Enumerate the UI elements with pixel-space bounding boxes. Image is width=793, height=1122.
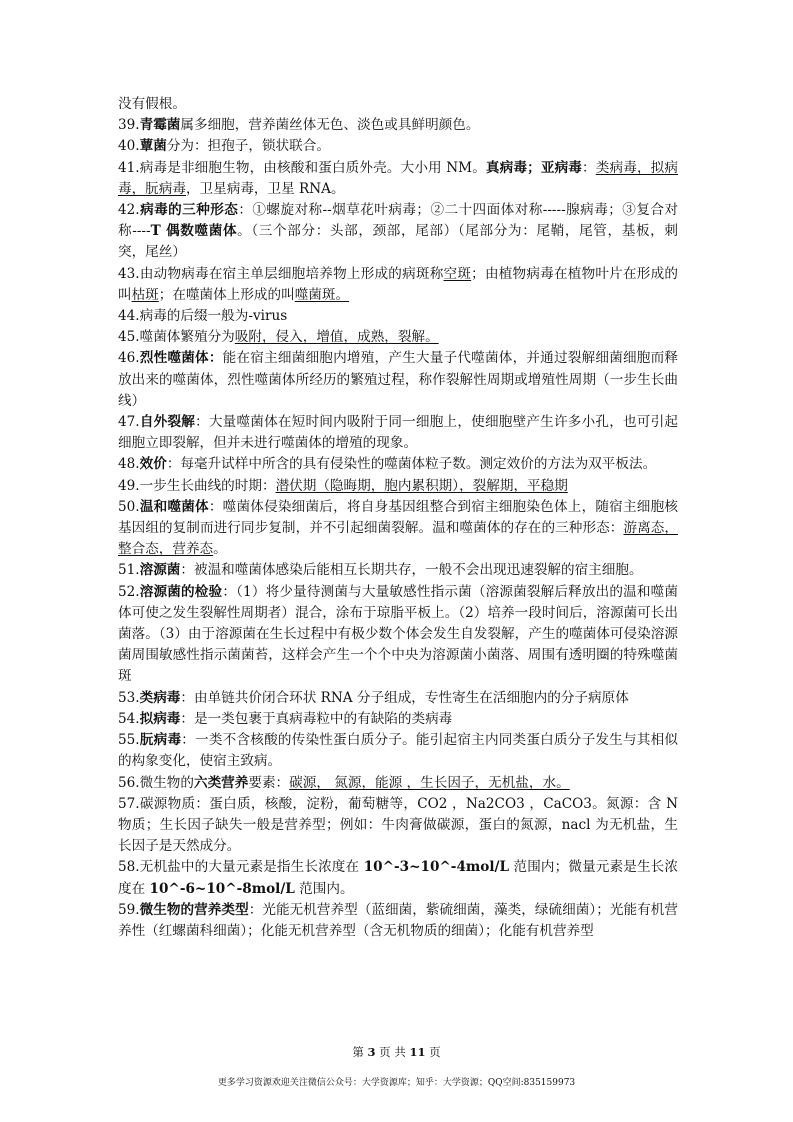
paragraph-p52	[118, 582, 678, 688]
text-segment: 烈性噬菌体：	[139, 350, 223, 367]
text-segment: 53.	[118, 689, 140, 706]
text-segment: 温和噬菌体	[139, 498, 209, 515]
text-segment: 游离态，整合态，营养态	[118, 520, 679, 558]
paragraph-p50	[118, 497, 678, 561]
paragraph-p46	[118, 348, 678, 412]
text-segment: 溶源菌的检验	[139, 583, 223, 600]
text-segment: 47.	[118, 414, 140, 431]
paragraph-p59	[118, 900, 678, 942]
paragraph-p54	[118, 709, 678, 730]
paragraph-p42	[118, 200, 678, 264]
text-segment: 41.病毒是非细胞生物，由核酸和蛋白质外壳。大小用 NM。	[118, 159, 486, 176]
text-segment: 54.	[118, 710, 140, 727]
paragraph-p57	[118, 794, 678, 858]
text-segment: 48.	[118, 456, 140, 473]
text-segment: 55.	[118, 732, 140, 749]
paragraph-p43	[118, 264, 678, 306]
text-segment: ：噬菌体侵染细菌后，将自身基因组整合到宿主细胞染色体上，随宿主细胞核基因组的复制而进行同步复制，并不引起细菌裂解。温和噬菌体的存在的三种形态：	[118, 498, 678, 537]
text-segment: 空斑	[443, 265, 472, 282]
text-segment: 潜伏期（隐晦期，胞内累积期），裂解期，平稳期	[275, 477, 568, 494]
text-segment: 44.病毒的后缀一般为-virus	[118, 308, 288, 325]
paragraph-p55	[118, 730, 678, 772]
text-segment: 39.	[118, 117, 140, 134]
text-segment: 病毒的三种形态	[139, 202, 239, 219]
text-segment: ：①螺旋对称--烟草花叶病毒；②二十四面体对称-----腺病毒；③复合对称----	[118, 202, 678, 240]
text-segment: 噬菌斑。	[294, 286, 350, 303]
text-segment: 类病毒，拟病毒，朊病毒	[118, 159, 679, 197]
text-segment: 范围内；微量元素是生长浓度在	[118, 859, 678, 897]
text-segment: 45.噬菌体繁殖分为	[118, 329, 235, 346]
text-segment: 10^-6~10^-8mol/L	[149, 880, 295, 897]
text-segment: 10^-3~10^-4mol/L	[363, 859, 510, 876]
text-segment: 52.	[118, 583, 140, 600]
paragraph-p39	[118, 115, 678, 136]
text-segment: 属多细胞，营养菌丝体无色、淡色或具鲜明颜色。	[180, 117, 480, 134]
text-segment: 枯斑	[131, 286, 159, 303]
paragraph-p45	[118, 327, 678, 348]
paragraph-p48	[118, 454, 678, 475]
text-segment: 56.微生物的	[118, 774, 194, 791]
paragraph-p40	[118, 136, 678, 157]
text-segment: 分为：担孢子，锁状联合。	[166, 138, 330, 155]
text-segment: ：一类不含核酸的传染性蛋白质分子。能引起宿主内同类蛋白质分子发生与其相似的构象变化，使宿主致病。	[118, 732, 678, 770]
footer-note: 更多学习资源欢迎关注微信公众号：大学资源库；知乎：大学资源；QQ空间:835159973	[217, 1078, 576, 1088]
text-segment: ：光能无机营养型（蓝细菌，紫硫细菌，藻类，绿硫细菌）；光能有机营养性（红螺菌科细菌）；化能无机营养型（含无机物质的细菌）；化能有机营养型	[118, 901, 679, 939]
paragraph-p44	[118, 306, 678, 327]
paragraph-p47	[118, 412, 678, 454]
text-segment: 碳源， 氮源，能源 ，生长因子，无机盐，水。	[289, 774, 570, 791]
text-segment: 59.	[118, 901, 140, 918]
text-segment: 58.无机盐中的大量元素是指生长浓度在	[118, 859, 364, 876]
page-number	[0, 1044, 793, 1060]
text-segment: 拟病毒	[139, 710, 181, 727]
document-body	[118, 94, 678, 942]
text-segment: ：	[582, 159, 596, 176]
text-segment: ；在噬菌体上形成的叫	[158, 286, 295, 303]
text-segment: 自外裂解	[139, 414, 196, 431]
text-segment: 范围内。	[294, 880, 354, 897]
text-segment: 青霉菌	[139, 117, 181, 134]
text-segment: ：由单链共价闭合环状 RNA 分子组成，专性寄生在活细胞内的分子病原体	[180, 689, 629, 706]
text-segment: 。（三个部分：头部，颈部，尾部）（尾部分为：尾鞘，尾管，基板，刺突，尾丝）	[118, 223, 678, 261]
paragraph-p58	[118, 857, 678, 899]
text-segment: 。	[213, 541, 227, 558]
text-segment: 朊病毒	[139, 732, 182, 749]
paragraph-p56	[118, 773, 678, 794]
text-segment: 要素：	[248, 774, 290, 791]
text-segment: ，卫星病毒，卫星 RNA。	[185, 180, 345, 197]
paragraph-p53	[118, 688, 678, 709]
text-segment: 微生物的营养类型	[139, 901, 249, 918]
text-segment: ：（1）将少量待测菌与大量敏感性指示菌（溶源菌裂解后释放出的温和噬菌体可使之发生裂解性周期者）混合，涂布于琼脂平板上。（2）培养一段时间后，溶源菌可长出菌落。（3）由于溶源菌在生长过程中有极少数个体会发生自发裂解，产生的噬菌体可侵染溶源菌周围敏感性指示菌菌苔，这样会产生一个个中央为溶源菌小菌落、周围有透明圈的特殊噬菌斑	[118, 583, 678, 685]
text-segment: 51.	[118, 562, 140, 579]
text-segment: ；由植物病毒在植物叶片在形成的叫	[118, 265, 678, 303]
text-segment: 蕈菌	[139, 138, 167, 155]
text-segment: 42.	[118, 202, 140, 219]
page-total: 11	[409, 1045, 426, 1059]
text-segment: 57.碳源物质：蛋白质，核酸，淀粉，葡萄糖等，CO2 ，Na2CO3 ，CaCO3。氮源：含 N 物质；生长因子缺失一般是营养型；例如：牛肉膏做碳源，蛋白的氮源，nacl 为无机盐，生长因子是天然成分。	[118, 795, 678, 855]
text-segment: ：大量噬菌体在短时间内吸附于同一细胞上，使细胞壁产生许多小孔，也可引起细胞立即裂解，但并未进行噬菌体的增殖的现象。	[118, 414, 679, 452]
text-segment: 类病毒	[139, 689, 181, 706]
text-segment: 50.	[118, 498, 140, 515]
page-prefix: 第	[352, 1045, 368, 1059]
text-segment: 49.一步生长曲线的时期：	[118, 477, 276, 494]
page-suffix: 页	[425, 1045, 441, 1059]
text-segment: 吸附，侵入，增值，成熟，裂解。	[234, 329, 439, 346]
page-current: 3	[367, 1045, 376, 1059]
text-segment: 能在宿主细菌细胞内增殖，产生大量子代噬菌体，并通过裂解细菌细胞而释放出来的噬菌体，烈性噬菌体所经历的繁殖过程，称作裂解性周期或增殖性周期（一步生长曲线）	[118, 350, 679, 409]
paragraph-p41	[118, 158, 678, 200]
text-segment: ：是一类包裹于真病毒粒中的有缺陷的类病毒	[180, 710, 453, 727]
text-segment: ：每毫升试样中所含的具有侵染性的噬菌体粒子数。测定效价的方法为双平板法。	[166, 456, 657, 473]
text-segment: 效价	[139, 456, 167, 473]
paragraph-p38tail	[118, 94, 678, 115]
text-segment: 46.	[118, 350, 140, 367]
text-segment: 六类营养	[194, 774, 249, 791]
text-segment: 40.	[118, 138, 140, 155]
page-middle: 页 共	[375, 1045, 410, 1059]
text-segment: 没有假根。	[118, 96, 186, 112]
text-segment: T 偶数噬菌体	[150, 223, 238, 240]
text-segment: 溶源菌	[139, 562, 181, 579]
text-segment: 真病毒；亚病毒	[485, 159, 583, 176]
text-segment: ：被温和噬菌体感染后能相互长期共存，一般不会出现迅速裂解的宿主细胞。	[180, 562, 643, 579]
paragraph-p49	[118, 476, 678, 497]
paragraph-p51	[118, 560, 678, 581]
text-segment: 43.由动物病毒在宿主单层细胞培养物上形成的病斑称	[118, 265, 444, 282]
